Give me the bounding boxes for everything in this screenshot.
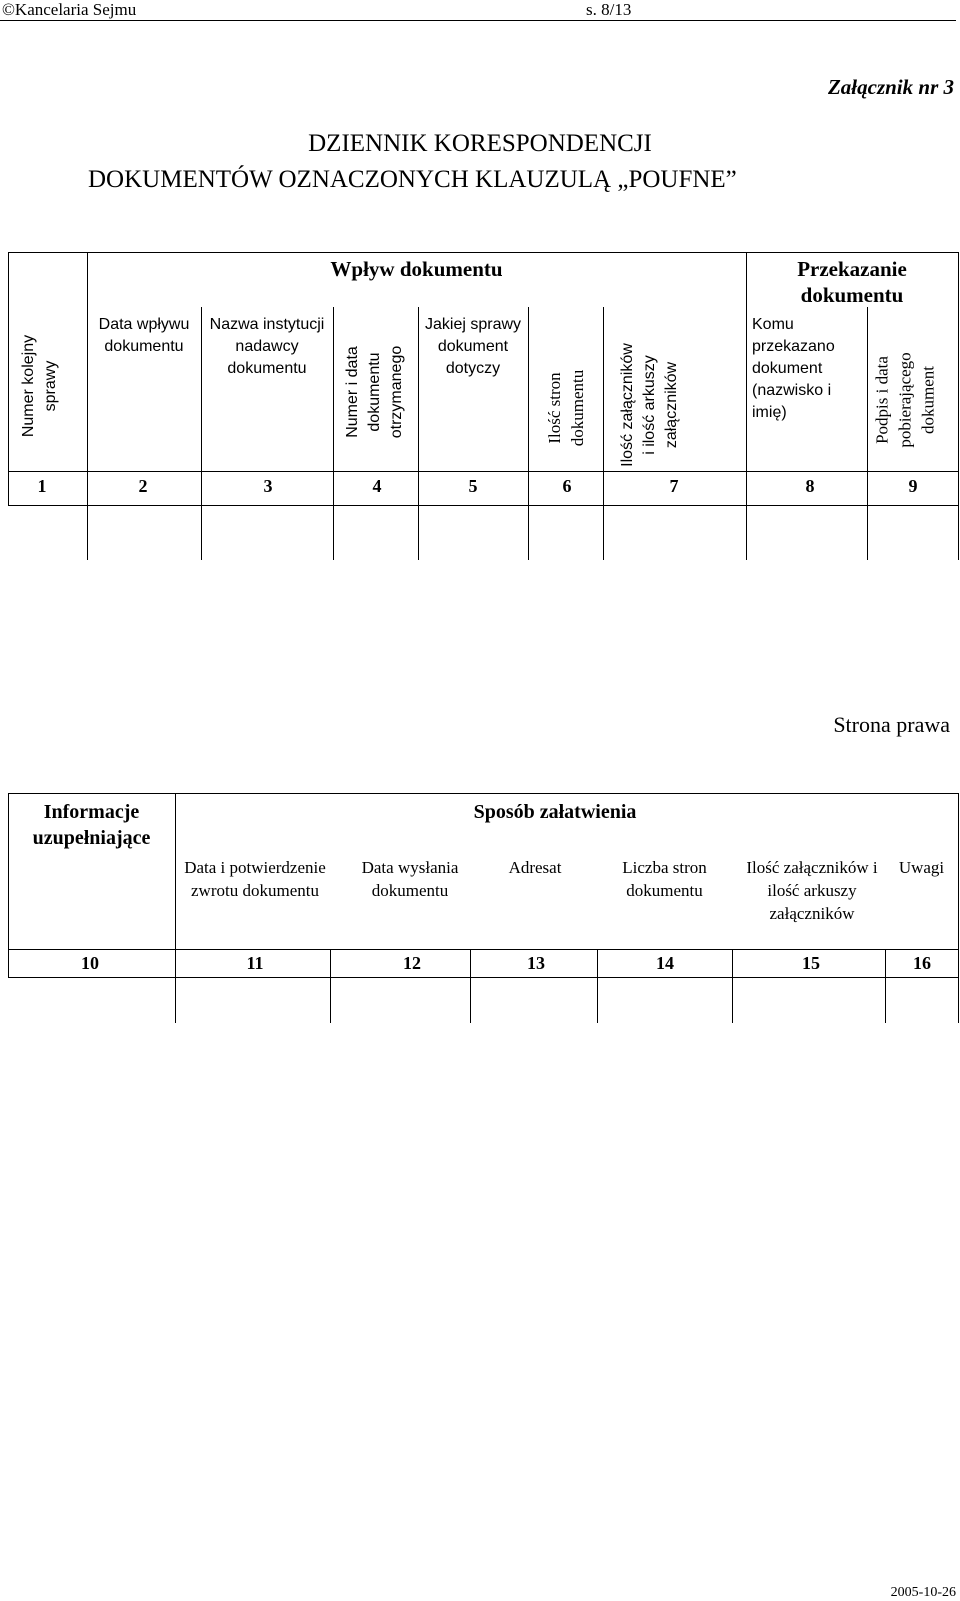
column-number-3: 3 xyxy=(263,476,273,496)
header-attachments-2: Ilość załączników i ilość arkuszy załączników xyxy=(746,858,878,923)
column-number-15: 15 xyxy=(802,953,820,973)
incoming-group-header: Wpływ dokumentu xyxy=(330,257,503,281)
header-page-count: Ilość stron dokumentu xyxy=(545,369,587,447)
page-number: s. 8/13 xyxy=(586,0,632,19)
header-sent-date: Data wysłania dokumentu xyxy=(361,858,459,900)
document-date: 2005-10-26 xyxy=(890,1585,956,1600)
handling-group-header: Sposób załatwienia xyxy=(473,801,637,823)
copyright-label: ©Kancelaria Sejmu xyxy=(2,0,137,19)
header-additional-info: Informacje uzupełniające xyxy=(32,801,151,849)
column-number-13: 13 xyxy=(527,953,545,973)
side-label: Strona prawa xyxy=(833,712,950,737)
title-line-1: DZIENNIK KORESPONDENCJI xyxy=(308,130,652,157)
header-case-subject: Jakiej sprawy dokument dotyczy xyxy=(424,316,522,377)
header-signature: Podpis i data pobierającego dokument xyxy=(872,352,938,448)
column-number-11: 11 xyxy=(246,953,264,973)
column-number-12: 12 xyxy=(403,953,421,973)
column-number-2: 2 xyxy=(138,476,148,496)
header-recipient: Komu przekazano dokument (nazwisko i imię) xyxy=(752,316,835,421)
header-case-number: Numer kolejny sprawy xyxy=(20,334,59,438)
header-remarks: Uwagi xyxy=(898,858,945,877)
title-line-2: DOKUMENTÓW OZNACZONYCH KLAUZULĄ „POUFNE” xyxy=(88,166,737,193)
column-number-14: 14 xyxy=(656,953,674,973)
column-number-6: 6 xyxy=(562,476,572,496)
header-attachments: Ilość załączników i ilość arkuszy załączników xyxy=(619,343,680,467)
page-header xyxy=(0,0,956,21)
column-number-4: 4 xyxy=(372,476,382,496)
column-number-16: 16 xyxy=(913,953,931,973)
column-number-8: 8 xyxy=(805,476,815,496)
header-date-received: Data wpływu dokumentu xyxy=(98,316,190,355)
header-sender-institution: Nazwa instytucji nadawcy dokumentu xyxy=(209,316,325,377)
transfer-group-header: Przekazanie dokumentu xyxy=(797,257,907,307)
column-number-7: 7 xyxy=(669,476,679,496)
annex-label: Załącznik nr 3 xyxy=(827,75,954,99)
column-number-5: 5 xyxy=(468,476,478,496)
column-number-9: 9 xyxy=(908,476,918,496)
header-page-count-2: Liczba stron dokumentu xyxy=(622,858,707,900)
header-document-number: Numer i data dokumentu otrzymanego xyxy=(344,345,405,439)
column-number-10: 10 xyxy=(81,953,99,973)
column-number-1: 1 xyxy=(37,476,47,496)
header-addressee: Adresat xyxy=(508,858,562,877)
header-return-confirmation: Data i potwierdzenie zwrotu dokumentu xyxy=(184,858,326,900)
